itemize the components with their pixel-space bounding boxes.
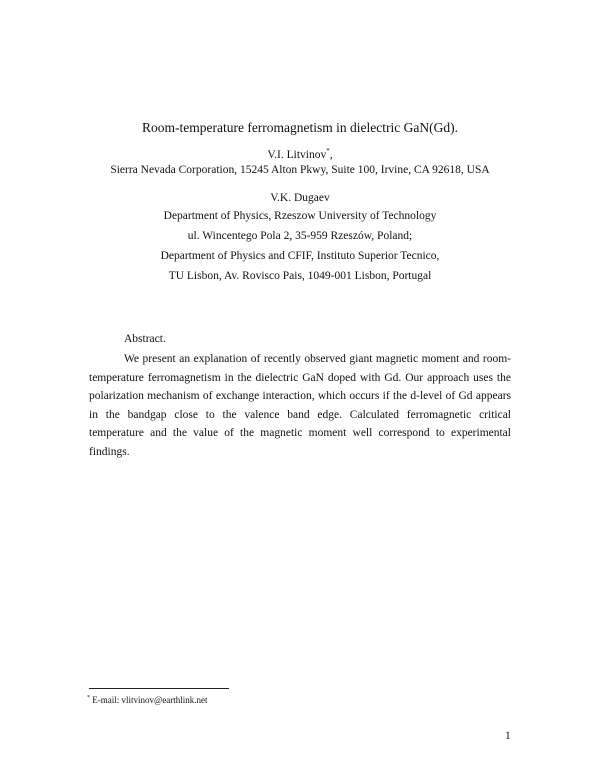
abstract-heading: Abstract. [124,333,166,345]
author-2-affiliation-line-3: Department of Physics and CFIF, Instituto Superior Tecnico, [160,250,440,262]
page-number: 1 [505,730,511,742]
footnote [87,694,208,706]
footnote-marker: * [87,695,90,701]
footnote-divider [89,688,229,689]
footnote-email: E-mail: vlitvinov@earthlink.net [92,695,208,705]
author-1-name: V.I. Litvinov [267,149,327,161]
abstract-text: We present an explanation of recently observed giant magnetic moment and room-temperature ferromagnetism in the dielectric GaN doped with Gd. Our approach uses the polarization mechanism of exchange interaction, which occurs if the d-level of Gd appears in the bandgap close to the valence band edge. Calculated ferromagnetic critical temperature and the value of the magnetic moment well correspond to experimental findings. [89,353,511,458]
author-1-affiliation: Sierra Nevada Corporation, 15245 Alton Pkwy, Suite 100, Irvine, CA 92618, USA [110,164,490,176]
author-2-affiliation-line-2: ul. Wincentego Pola 2, 35-959 Rzeszów, Poland; [187,230,413,242]
author-2-name: V.K. Dugaev [270,192,330,204]
author-2-affiliation-line-4: TU Lisbon, Av. Rovisco Pais, 1049-001 Lisbon, Portugal [168,270,432,282]
author-1: V.I. Litvinov*, [267,147,333,161]
author-2-affiliation-line-1: Department of Physics, Rzeszow University of Technology [163,210,437,222]
paper-title: Room-temperature ferromagnetism in dielectric GaN(Gd). [141,120,458,135]
author-1-footnote-marker: * [326,147,330,156]
